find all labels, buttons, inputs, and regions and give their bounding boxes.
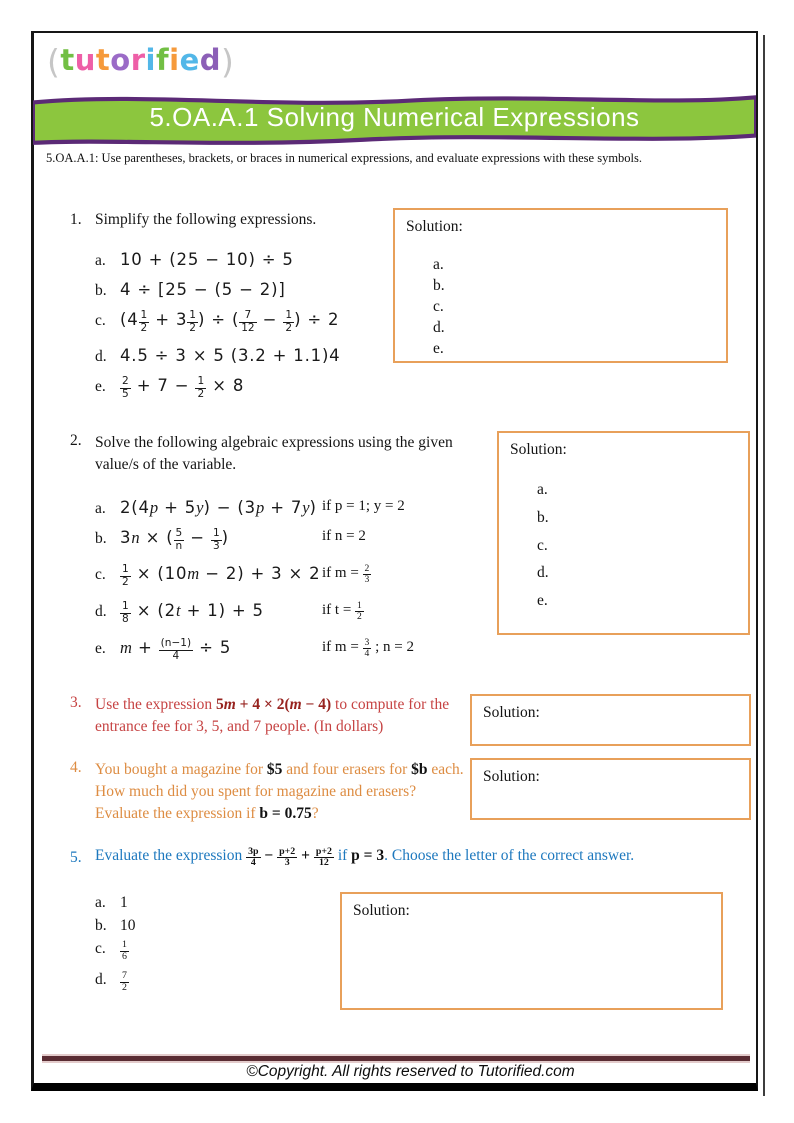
q5-option-a-value: 1	[120, 894, 128, 911]
q3-text: Use the expression 5m + 4 × 2(m − 4) to compute for the entrance fee for 3, 5, and 7 people. (In dollars)	[95, 696, 450, 735]
q2-prompt: Solve the following algebraic expressions using the given value/s of the variable.	[95, 434, 453, 473]
q5-option-c	[95, 940, 129, 962]
logo-wordmark: tutorified	[60, 43, 221, 77]
q1-item-c-label: c.	[95, 312, 106, 329]
q2-item-b-condition: if n = 2	[322, 528, 366, 544]
q1-item-e-expression: $\frac{2}{5}$ + 7 − $\frac{1}{2}$ × 8	[122, 375, 245, 400]
solution-box-2-item-e: e.	[537, 592, 548, 609]
q1-item-c-expression: (4 $\frac{1}{2}$ + 3 $\frac{1}{2}$ ) ÷ ( $\frac{7}{12}$ − $\frac{1}{2}$ ) ÷ 2	[120, 309, 340, 334]
q2-item-c-condition: if m = $\frac{2}{3}$	[322, 563, 370, 586]
solution-box-2-item-b: b.	[537, 509, 549, 526]
q5-option-d	[95, 971, 129, 993]
q5-option-d-value: $\frac{7}{2}$	[122, 970, 127, 993]
q2-item-c-expression: $\frac{1}{2}$ × (10m − 2) + 3 × 2	[122, 563, 321, 588]
q5-option-b-label: b.	[95, 917, 107, 934]
q2-item-d-label: d.	[95, 603, 107, 620]
solution-box-2-label: Solution:	[510, 441, 567, 458]
solution-box-1-item-c: c.	[433, 298, 444, 315]
q2-item-e-condition: if m = $\frac{3}{4}$ ; n = 2	[322, 637, 414, 660]
q2-item-b-label: b.	[95, 530, 107, 547]
q5-option-a-label: a.	[95, 894, 106, 911]
q5-option-c-value: $\frac{1}{6}$	[122, 939, 127, 962]
q1-item-d-expression: 4.5 ÷ 3 × 5 (3.2 + 1.1)4	[120, 346, 341, 365]
q2-item-c	[95, 563, 370, 588]
footer-divider	[42, 1056, 750, 1061]
q2-item-b	[95, 527, 366, 552]
q4-text: You bought a magazine for $5 and four erasers for $b each. How much did you spent for magazine and erasers? Evaluate the expression if b = 0.75?	[95, 761, 464, 822]
solution-box-1-item-a: a.	[433, 256, 444, 273]
q5-option-b	[95, 917, 136, 935]
q5-number: 5.	[70, 849, 82, 866]
q2-item-c-label: c.	[95, 566, 106, 583]
q1-item-b	[95, 280, 286, 300]
q5-option-c-label: c.	[95, 940, 106, 958]
q2-item-d	[95, 600, 362, 625]
q1-item-d-label: d.	[95, 348, 107, 365]
q2-item-d-condition: if t = $\frac{1}{2}$	[322, 600, 362, 623]
q1-item-e	[95, 376, 244, 400]
solution-box-1-item-e: e.	[433, 340, 444, 357]
logo-bracket-left: (	[47, 42, 61, 81]
q1-item-e-label: e.	[95, 378, 106, 395]
q3-number: 3.	[70, 694, 82, 711]
q2-item-a-label: a.	[95, 500, 106, 517]
brand-logo	[47, 42, 234, 81]
q2-item-a	[95, 498, 405, 518]
q1-prompt: Simplify the following expressions.	[95, 211, 317, 228]
solution-box-2-item-a: a.	[537, 481, 548, 498]
standard-description: 5.OA.A.1: Use parentheses, brackets, or braces in numerical expressions, and evaluate expressions with these symbols.	[46, 151, 643, 165]
solution-box-5	[340, 892, 723, 1010]
q2-number: 2.	[70, 432, 82, 449]
q4-number: 4.	[70, 759, 82, 776]
q1-item-b-expression: 4 ÷ [25 − (5 − 2)]	[120, 280, 286, 299]
q5-option-d-label: d.	[95, 971, 107, 989]
title-banner	[33, 89, 756, 147]
q2-item-e	[95, 637, 414, 662]
solution-box-4-label: Solution:	[483, 768, 540, 785]
q2-item-e-label: e.	[95, 640, 106, 657]
q2-item-d-expression: $\frac{1}{8}$ × (2t + 1) + 5	[122, 600, 264, 625]
solution-box-1-item-b: b.	[433, 277, 445, 294]
q2-item-a-condition: if p = 1; y = 2	[322, 498, 405, 514]
logo-bracket-right: )	[221, 42, 235, 81]
solution-box-2-item-d: d.	[537, 564, 549, 581]
solution-box-1-item-d: d.	[433, 319, 445, 336]
solution-box-3	[470, 694, 751, 746]
solution-box-2-item-c: c.	[537, 537, 548, 554]
q5-option-a	[95, 894, 128, 912]
solution-box-3-label: Solution:	[483, 704, 540, 721]
q5-text: Evaluate the expression $\frac{3p}{4}$ − $\frac{p+2}{3}$ + $\frac{p+2}{12}$ if p = 3. Choose the letter of the correct answer.	[95, 845, 635, 869]
q1-item-c	[95, 310, 339, 334]
q2-item-a-expression: 2(4p + 5y) − (3p + 7y)	[120, 498, 317, 517]
q1-item-a-expression: 10 + (25 − 10) ÷ 5	[120, 250, 294, 269]
solution-box-1-label: Solution:	[406, 218, 463, 235]
solution-box-5-label: Solution:	[353, 902, 410, 919]
q1-item-a	[95, 250, 294, 270]
q2-item-b-expression: 3n × ( $\frac{5}{n}$ − $\frac{1}{3}$ )	[120, 527, 229, 552]
q5-option-b-value: 10	[120, 917, 136, 934]
worksheet-title: 5.OA.A.1 Solving Numerical Expressions	[149, 102, 640, 132]
solution-box-4	[470, 758, 751, 820]
q1-item-b-label: b.	[95, 282, 107, 299]
copyright-text: ©Copyright. All rights reserved to Tutorified.com	[246, 1063, 575, 1080]
solution-box-2	[497, 431, 750, 635]
solution-box-1	[393, 208, 728, 363]
q2-item-e-expression: m + $\frac{(n-1)}{4}$ ÷ 5	[120, 637, 232, 662]
q1-item-d	[95, 346, 340, 366]
q1-number: 1.	[70, 211, 82, 228]
q1-item-a-label: a.	[95, 252, 106, 269]
